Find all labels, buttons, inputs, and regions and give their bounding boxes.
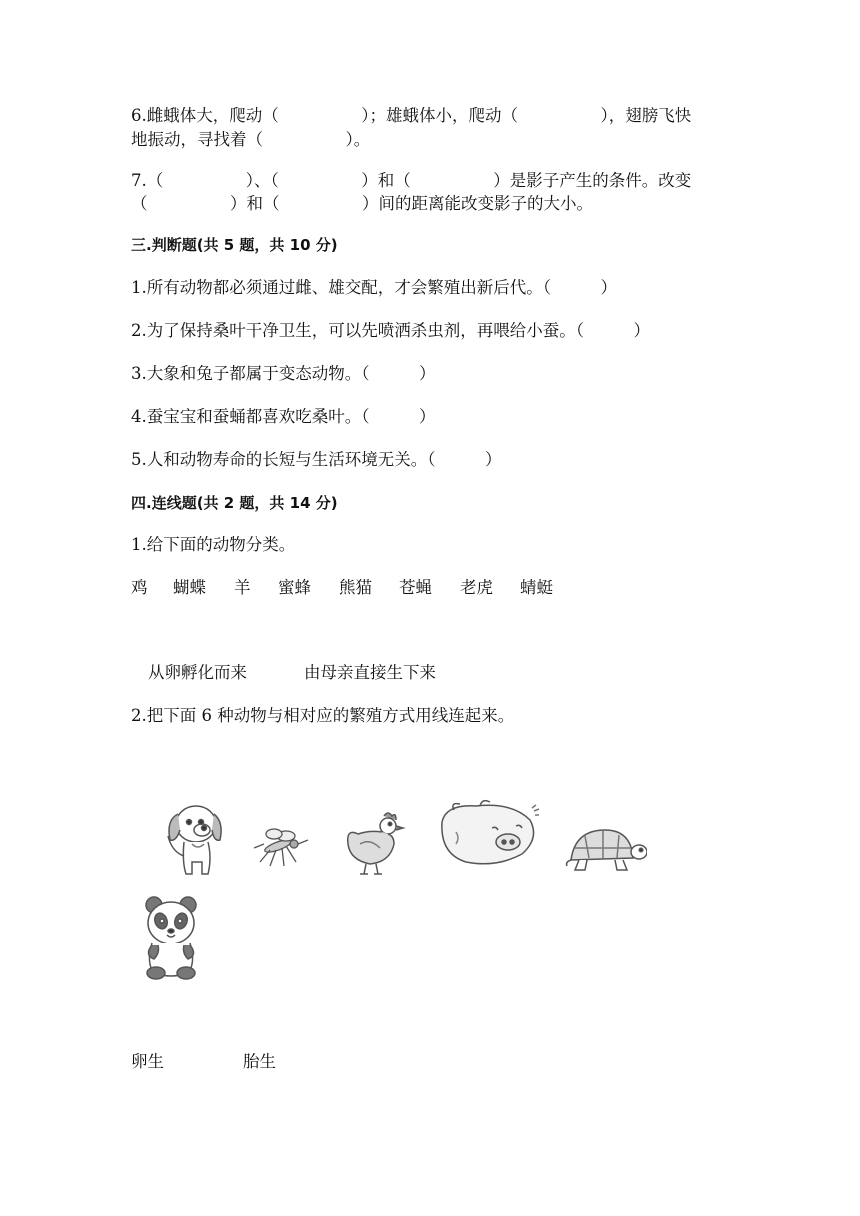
animal-word: 老虎: [460, 578, 493, 597]
animal-word: 鸡: [131, 578, 148, 597]
animal-word: 蜻蜓: [520, 578, 553, 597]
label-viviparous: 胎生: [243, 1052, 276, 1071]
section-4-heading: 四.连线题(共 2 题，共 14 分): [131, 494, 338, 512]
q6-line-1: 6.雌蛾体大，爬动（ ）；雄蛾体小，爬动（ ），翅膀飞快: [131, 106, 692, 125]
animal-word: 苍蝇: [399, 578, 432, 597]
turtle-picture: [563, 822, 647, 878]
q7-line-1: 7.（ ）、（ ）和（ ）是影子产生的条件。改变: [131, 171, 692, 190]
q6-line-2: 地振动，寻找着（ ）。: [131, 130, 371, 149]
category-born-live: 由母亲直接生下来: [304, 663, 436, 682]
panda-picture: [140, 893, 202, 981]
judgement-item-1: 1.所有动物都必须通过雌、雄交配，才会繁殖出新后代。（ ）: [131, 278, 617, 297]
pig-picture: [436, 798, 548, 870]
animal-word: 蜜蜂: [278, 578, 311, 597]
hen-picture: [340, 808, 410, 880]
section-3-heading: 三.判断题(共 5 题，共 10 分): [131, 236, 338, 254]
animal-word: 羊: [234, 578, 251, 597]
animal-word: 熊猫: [339, 578, 372, 597]
q7-line-2: （ ）和（ ）间的距离能改变影子的大小。: [131, 194, 593, 213]
category-hatched-from-eggs: 从卵孵化而来: [148, 663, 247, 682]
mosquito-picture: [250, 822, 310, 872]
judgement-item-2: 2.为了保持桑叶干净卫生，可以先喷洒杀虫剂，再喂给小蚕。（ ）: [131, 321, 650, 340]
puppy-picture: [158, 800, 230, 882]
matching-q1-prompt: 1.给下面的动物分类。: [131, 535, 296, 554]
judgement-item-4: 4.蚕宝宝和蚕蛹都喜欢吃桑叶。（ ）: [131, 407, 436, 426]
judgement-item-3: 3.大象和兔子都属于变态动物。（ ）: [131, 364, 436, 383]
judgement-item-5: 5.人和动物寿命的长短与生活环境无关。（ ）: [131, 450, 502, 469]
matching-q2-prompt: 2.把下面 6 种动物与相对应的繁殖方式用线连起来。: [131, 706, 515, 725]
animal-word: 蝴蝶: [173, 578, 206, 597]
label-oviparous: 卵生: [131, 1052, 164, 1071]
